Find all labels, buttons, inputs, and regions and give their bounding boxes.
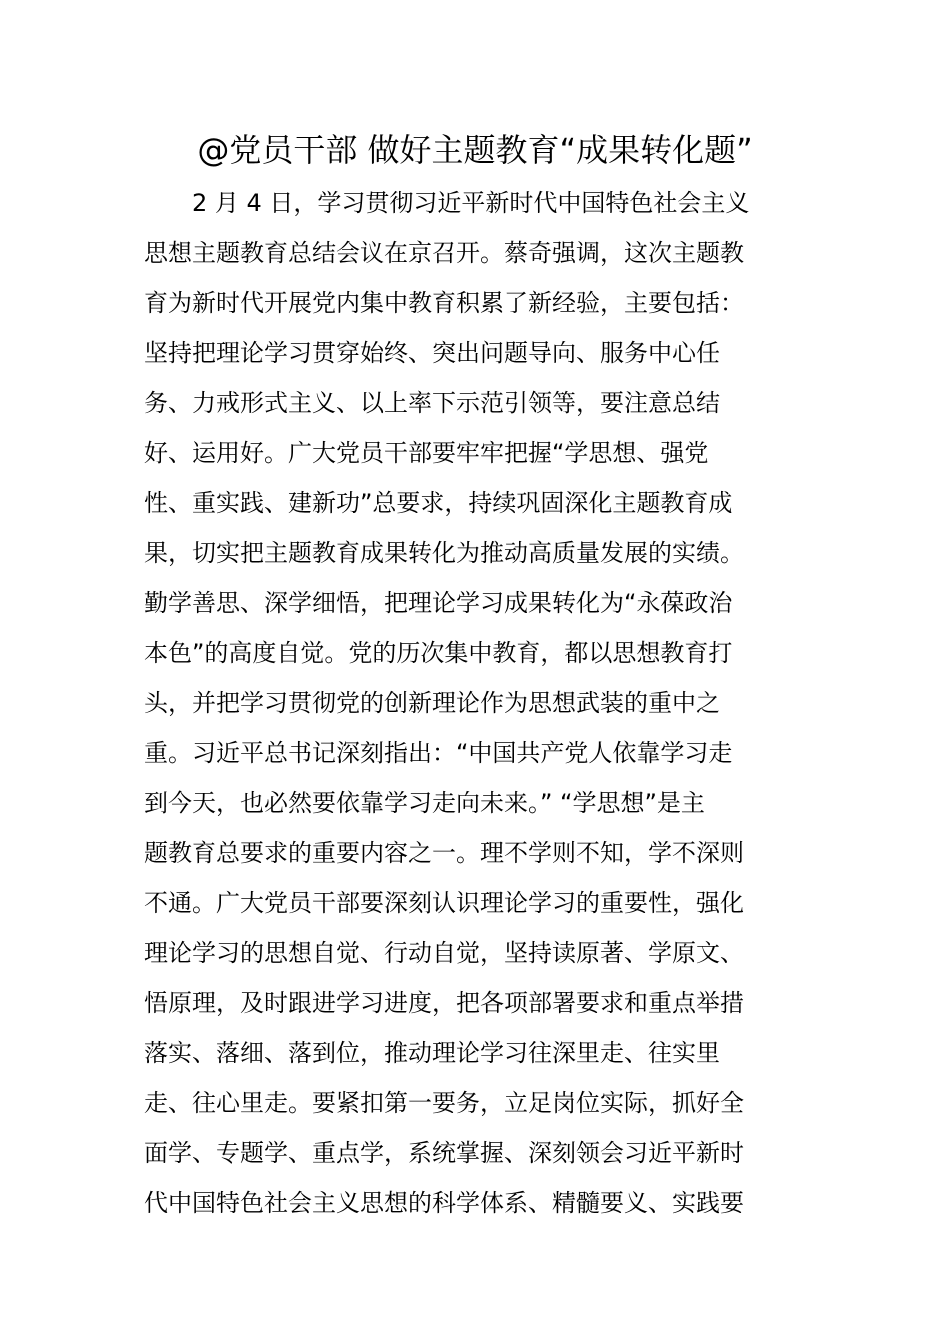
text-line: 理论学习的思想自觉、行动自觉，坚持读原著、学原文、 [144, 939, 744, 967]
text-line: 好、运用好。广大党员干部要牢牢把握“学思想、强党 [144, 439, 709, 467]
text-line: 坚持把理论学习贯穿始终、突出问题导向、服务中心任 [144, 339, 720, 367]
text-line: 落实、落细、落到位，推动理论学习往深里走、往实里 [144, 1039, 720, 1067]
text-line: 勤学善思、深学细悟，把理论学习成果转化为“永葆政治 [144, 589, 733, 617]
text-line: 思想主题教育总结会议在京召开。蔡奇强调，这次主题教 [144, 239, 744, 267]
text-line: 本色”的高度自觉。党的历次集中教育，都以思想教育打 [144, 639, 733, 667]
text-line: 悟原理，及时跟进学习进度，把各项部署要求和重点举措 [144, 989, 744, 1017]
text-line: 不通。广大党员干部要深刻认识理论学习的重要性，强化 [144, 889, 744, 917]
document-body [144, 178, 810, 1228]
text-line: 育为新时代开展党内集中教育积累了新经验，主要包括： [144, 289, 744, 317]
text-line: 果，切实把主题教育成果转化为推动高质量发展的实绩。 [144, 539, 744, 567]
text-line: 题教育总要求的重要内容之一。理不学则不知，学不深则 [144, 839, 744, 867]
text-line: 面学、专题学、重点学，系统掌握、深刻领会习近平新时 [144, 1139, 744, 1167]
text-line: 2 月 4 日，学习贯彻习近平新时代中国特色社会主义 [144, 189, 750, 217]
text-line: 重。习近平总书记深刻指出：“中国共产党人依靠学习走 [144, 739, 733, 767]
text-line: 性、重实践、建新功”总要求，持续巩固深化主题教育成 [144, 489, 733, 517]
text-line: 代中国特色社会主义思想的科学体系、精髓要义、实践要 [144, 1189, 744, 1217]
text-line: 头，并把学习贯彻党的创新理论作为思想武装的重中之 [144, 689, 720, 717]
text-line: 走、往心里走。要紧扣第一要务，立足岗位实际，抓好全 [144, 1089, 744, 1117]
document-title: @党员干部 做好主题教育“成果转化题” [197, 131, 753, 169]
text-line: 到今天，也必然要依靠学习走向未来。” “学思想”是主 [144, 789, 705, 817]
text-line: 务、力戒形式主义、以上率下示范引领等，要注意总结 [144, 389, 720, 417]
